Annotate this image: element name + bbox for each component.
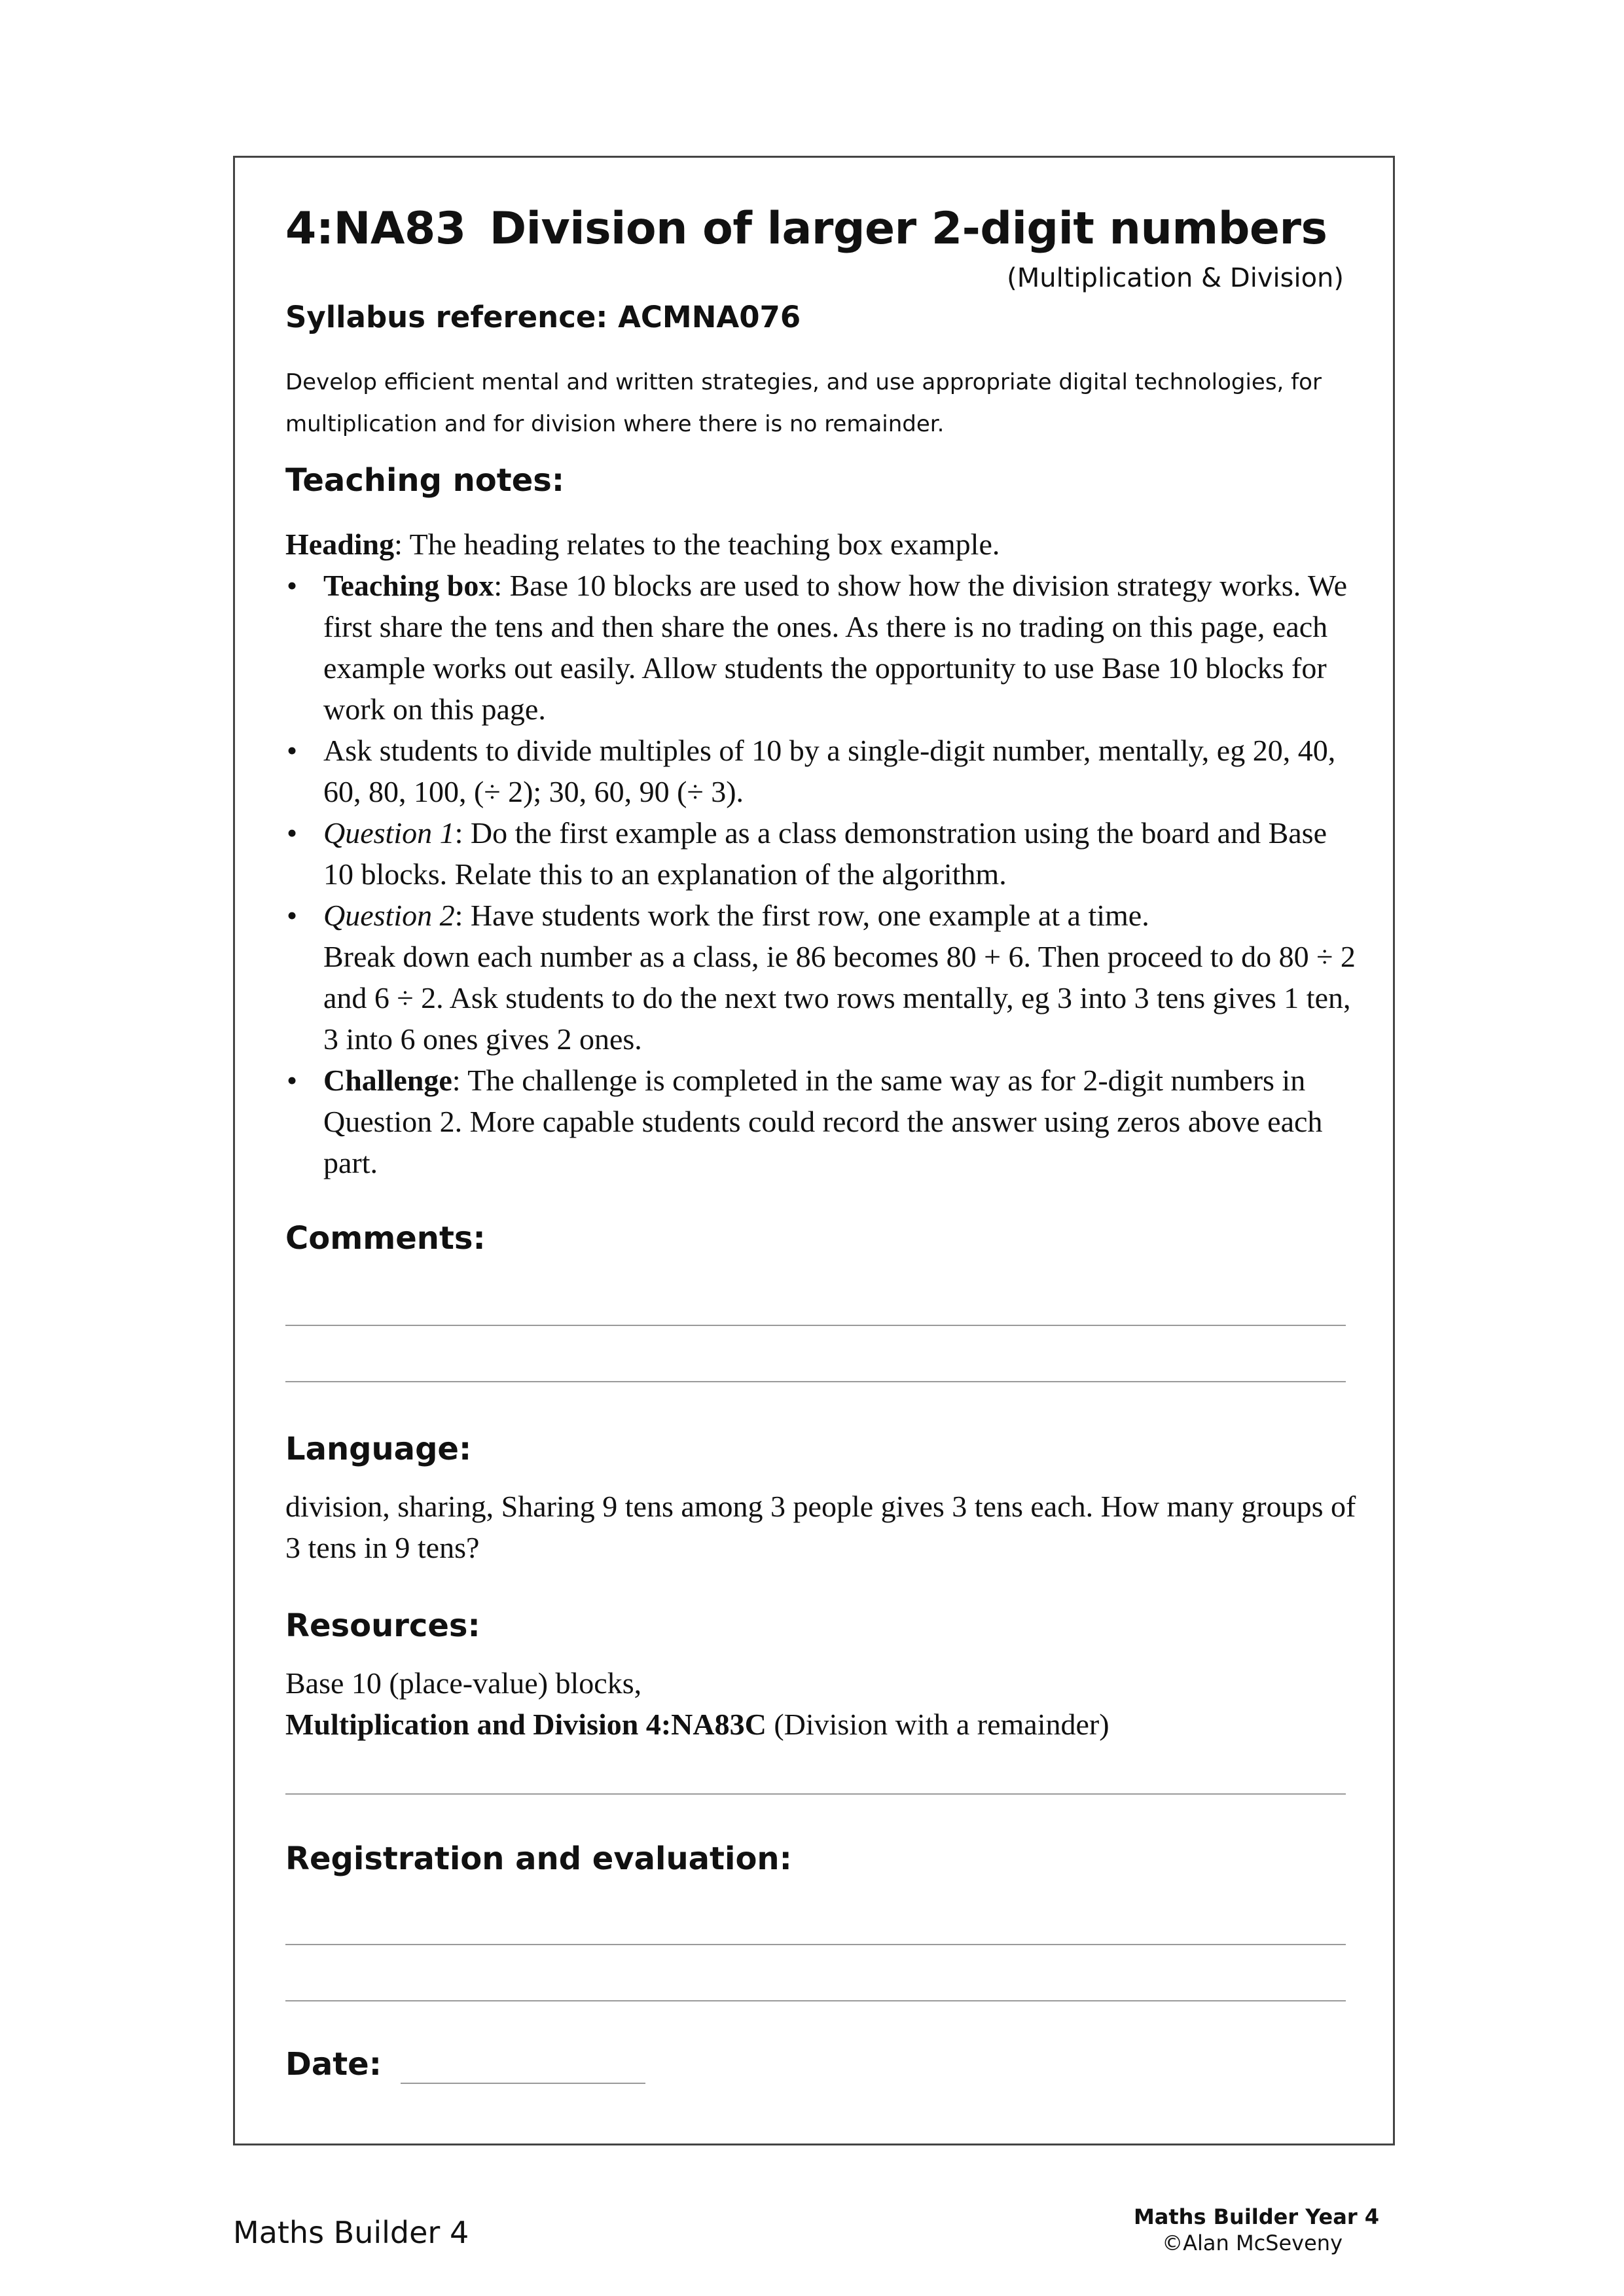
item-text: : Have students work the first row, one example at a time.: [454, 899, 1149, 932]
teaching-notes: [285, 524, 1359, 1183]
lesson-title: Division of larger 2-digit numbers: [489, 203, 1327, 255]
resources-text: [285, 1662, 1359, 1745]
list-item: [285, 730, 1359, 812]
syllabus-reference: Syllabus reference: ACMNA076: [285, 300, 801, 334]
item-text-continued: Break down each number as a class, ie 86 becomes 80 + 6. Then proceed to do 80 ÷ 2 and 6 ÷ 2. Ask students to do the next two rows mentally, eg 3 into 3 tens gives 1 ten, 3 into 6 ones gives 2 ones.: [323, 940, 1356, 1056]
item-text: Ask students to divide multiples of 10 by a single-digit number, mentally, eg 20, 40, 60, 80, 100, (÷ 2); 30, 60, 90 (÷ 3).: [323, 734, 1336, 808]
comments-line-1: [285, 1325, 1346, 1326]
lesson-subtitle: (Multiplication & Division): [1007, 263, 1344, 293]
list-item: [285, 565, 1359, 730]
list-item: [285, 895, 1359, 1060]
comments-heading: Comments:: [285, 1220, 486, 1257]
notes-intro-text: : The heading relates to the teaching box example.: [394, 528, 1000, 561]
item-text: : Do the first example as a class demonstration using the board and Base 10 blocks. Relate this to an explanation of the algorithm.: [323, 816, 1327, 891]
footer-copyright: ©Alan McSeveny: [1162, 2231, 1343, 2255]
registration-line-2: [285, 2000, 1346, 2001]
item-label: Teaching box: [323, 569, 494, 602]
registration-heading: Registration and evaluation:: [285, 1840, 792, 1877]
item-label: Challenge: [323, 1064, 452, 1097]
date-line: [401, 2083, 645, 2084]
footer-left: Maths Builder 4: [233, 2215, 469, 2250]
resource-detail: (Division with a remainder): [766, 1708, 1110, 1741]
page-title: [285, 203, 1327, 255]
resources-divider: [285, 1793, 1346, 1795]
resources-line-1: Base 10 (place-value) blocks,: [285, 1666, 642, 1700]
resources-line-2: [285, 1704, 1359, 1745]
teaching-notes-heading: Teaching notes:: [285, 462, 565, 499]
item-text: : The challenge is completed in the same way as for 2-digit numbers in Question 2. More capable students could record the answer using zeros above each part.: [323, 1064, 1323, 1179]
item-text: : Base 10 blocks are used to show how the division strategy works. We first share the tens and then share the ones. As there is no trading on this page, each example works out easily. Allow students the opportunity to use Base 10 blocks for work on this page.: [323, 569, 1348, 726]
list-item: [285, 1060, 1359, 1183]
list-item: [285, 812, 1359, 895]
item-label: Question 1: [323, 816, 455, 850]
language-text: division, sharing, Sharing 9 tens among 3 people gives 3 tens each. How many groups of 3 tens in 9 tens?: [285, 1490, 1356, 1564]
resources-heading: Resources:: [285, 1607, 480, 1644]
notes-intro-label: Heading: [285, 528, 395, 561]
syllabus-description: Develop efficient mental and written strategies, and use appropriate digital technologies, for multiplication and for division where there is no remainder.: [285, 369, 1322, 437]
resource-title: Multiplication and Division 4:NA83C: [285, 1708, 767, 1741]
language-heading: Language:: [285, 1431, 472, 1467]
item-label: Question 2: [323, 899, 455, 932]
notes-intro: [285, 524, 1359, 565]
footer-title: Maths Builder Year 4: [1133, 2204, 1379, 2229]
lesson-code: 4:NA83: [285, 203, 466, 255]
notes-list: [285, 565, 1359, 1183]
date-label: Date:: [285, 2046, 382, 2083]
registration-line-1: [285, 1944, 1346, 1945]
comments-line-2: [285, 1381, 1346, 1382]
